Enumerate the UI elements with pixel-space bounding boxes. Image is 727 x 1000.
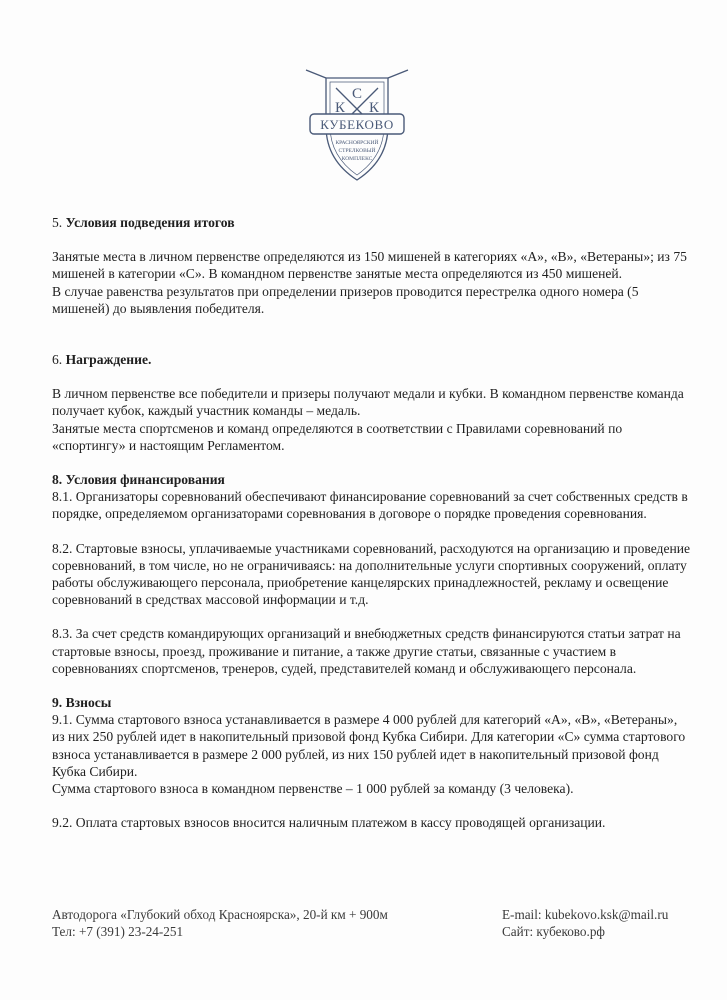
footer-email: E-mail: kubekovo.ksk@mail.ru [502,907,669,922]
section-8-paragraph-3: 8.3. За счет средств командирующих организаций и внебюджетных средств финансируются статьи затрат на стартовые взносы, проезд, проживание и питание, а также другие статьи, связанные с участием в соревнованиях спортсменов, тренеров, судей, представителей команд и обслуживающего персонала. [52,626,681,676]
section-8-paragraph-2: 8.2. Стартовые взносы, уплачиваемые участниками соревнований, расходуются на организацию и проведение соревнований, в том числе, но не ограничиваясь: на дополнительные услуги спортивных сооружений, оплату работы обслуживающего персонала, приобретение канцелярских принадлежностей, рекламу и освещение соревнований в средствах массовой информации и т.д. [52,540,691,608]
logo-motto-1: КРАСНОЯРСКИЙ [335,140,379,146]
section-5-paragraph-1: Занятые места в личном первенстве определяются из 150 мишеней в категориях «А», «В», «Ветераны»; из 75 мишеней в категории «С». В командном первенстве занятые места определяются из 450 мишеней. [52,249,687,282]
footer-site: Сайт: кубеково.рф [502,924,605,939]
kubekovo-logo [296,68,418,190]
logo-motto-3: КОМПЛЕКС [341,156,373,162]
section-6-heading: 6. Награждение. [52,352,152,368]
logo-right-letter: К [368,100,380,116]
footer [52,906,692,940]
section-5-paragraph-2: В случае равенства результатов при определении призеров проводится перестрелка одного номера (5 мишеней) до выявления победителя. [52,283,639,316]
section-6-paragraph-1: В личном первенстве все победители и призеры получают медали и кубки. В командном первенстве команда получает кубок, каждый участник команды – медаль. [52,386,684,419]
logo-left-letter: К [334,100,346,116]
document-body [52,214,692,831]
section-9-paragraph-3: 9.2. Оплата стартовых взносов вносится наличным платежом в кассу проводящей организации. [52,815,606,831]
logo-motto-2: СТРЕЛКОВЫЙ [338,148,376,154]
section-9-heading: 9. Взносы [52,695,112,711]
section-9-paragraph-1: 9.1. Сумма стартового взноса устанавливается в размере 4 000 рублей для категорий «А», «В», «Ветераны», из них 250 рублей идет в накопительный призовой фонд Кубка Сибири. Для категории «С» сумма стартового взноса устанавливается в размере 2 000 рублей, из них 150 рублей идет в накопительный призовой фонд Кубка Сибири. [52,712,686,779]
section-5-heading: 5. Условия подведения итогов [52,215,235,230]
section-8-paragraph-1: 8.1. Организаторы соревнований обеспечивают финансирование соревнований за счет собственных средств в порядке, определяемом организаторами соревнования в договоре о порядке проведения соревнования. [52,489,688,522]
logo-top-letter: С [351,86,363,102]
section-6-paragraph-2: Занятые места спортсменов и команд определяются в соответствии с Правилами соревнований по «спортингу» и настоящим Регламентом. [52,420,623,453]
footer-phone: Тел: +7 (391) 23-24-251 [52,924,184,939]
footer-address: Автодорога «Глубокий обход Красноярска», 20-й км + 900м [52,907,388,922]
section-8-heading: 8. Условия финансирования [52,472,225,488]
logo-name: КУБЕКОВО [320,117,394,132]
section-9-paragraph-2: Сумма стартового взноса в командном первенстве – 1 000 рублей за команду (3 человека). [52,781,574,797]
